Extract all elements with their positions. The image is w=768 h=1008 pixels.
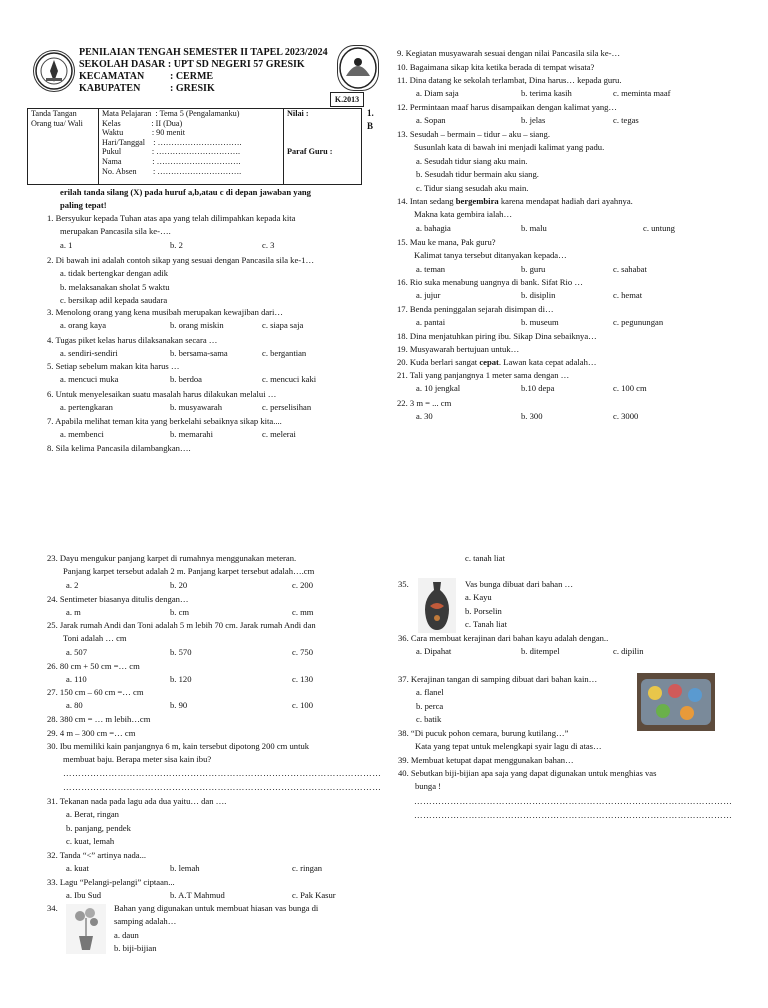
kecamatan-value: : CERME xyxy=(170,71,214,82)
answer-option: a. 80 xyxy=(66,700,83,711)
answer-option: c. 100 cm xyxy=(613,383,647,394)
answer-option: a. jujur xyxy=(416,290,441,301)
answer-option: c. tegas xyxy=(613,115,639,126)
answer-option: a. Kayu xyxy=(465,592,492,603)
question-text: 20. Kuda berlari sangat cepat. Lawan kata cepat adalah… xyxy=(397,357,597,367)
side-number: 1. xyxy=(367,108,374,118)
question-text: 7. Apabila melihat teman kita yang berkelahi sebaiknya sikap kita.... xyxy=(47,416,282,426)
answer-option: a. 10 jengkal xyxy=(416,383,461,394)
question-text: 32. Tanda “<” artinya nada... xyxy=(47,850,147,860)
answer-option: b. malu xyxy=(521,222,547,233)
answer-option: a. teman xyxy=(416,263,446,274)
question-text: Susunlah kata di bawah ini menjadi kalimat yang padu. xyxy=(414,142,605,153)
time-field: Waktu : 90 menit xyxy=(102,128,186,138)
patchwork-craft-image xyxy=(637,673,715,731)
answer-option: c. meminta maaf xyxy=(613,88,671,99)
signature-label-2: Orang tua/ Wali xyxy=(31,118,83,128)
teacher-sign-label: Paraf Guru : xyxy=(287,146,333,156)
answer-option: c. Tanah liat xyxy=(465,619,507,630)
answer-option: c. kuat, lemah xyxy=(66,836,115,847)
question-text: 14. Intan sedang bergembira karena mendapat hadiah dari ayahnya. xyxy=(397,196,633,206)
answer-option: c. 750 xyxy=(292,646,314,657)
question-text: 26. 80 cm + 50 cm =… cm xyxy=(47,661,140,671)
name-field[interactable]: Nama : …………………………. xyxy=(102,156,241,166)
answer-option: a. Ibu Sud xyxy=(66,890,102,901)
answer-option: c. perselisihan xyxy=(262,402,312,413)
answer-option: b. A.T Mahmud xyxy=(170,890,225,901)
answer-option: c. dipilin xyxy=(613,646,644,657)
answer-line: …………………………………………………………………………………………… xyxy=(414,810,733,820)
question-text: 13. Sesudah – bermain – tidur – aku – siang. xyxy=(397,129,550,139)
answer-option: c. bersikap adil kepada saudara xyxy=(60,295,168,306)
question-text: 39. Membuat ketupat dapat menggunakan bahan… xyxy=(398,755,574,765)
hour-field[interactable]: Pukul : …………………………. xyxy=(102,147,241,157)
vase-flower-image xyxy=(66,904,106,954)
question-text: 19. Musyawarah bertujuan untuk… xyxy=(397,344,520,354)
question-text: 18. Dina menjatuhkan piring ibu. Sikap Dina sebaiknya… xyxy=(397,331,597,341)
question-text: 17. Benda peninggalan sejarah disimpan di… xyxy=(397,304,554,314)
answer-option: a. 2 xyxy=(66,579,79,590)
question-text: 23. Dayu mengukur panjang karpet di rumahnya menggunakan meteran. xyxy=(47,553,297,563)
score-label: Nilai : xyxy=(287,109,309,118)
question-text: 37. Kerajinan tangan di samping dibuat dari bahan kain… xyxy=(398,674,598,684)
answer-option: b. 2 xyxy=(170,239,183,250)
answer-option: b. melaksanakan sholat 5 waktu xyxy=(60,281,170,292)
school-emblem-right xyxy=(337,45,379,91)
side-letter: B xyxy=(367,121,374,131)
question-text: 3. Menolong orang yang kena musibah merupakan kewajiban dari… xyxy=(47,307,284,317)
question-text: 36. Cara membuat kerajinan dari bahan kayu adalah dengan.. xyxy=(398,633,609,643)
answer-option: a. 507 xyxy=(66,646,88,657)
question-text: 30. Ibu memiliki kain panjangnya 6 m, kain tersebut dipotong 200 cm untuk xyxy=(47,741,310,751)
question-text: Vas bunga dibuat dari bahan … xyxy=(465,579,574,589)
answer-option: b. Sesudah tidur bermain aku siang. xyxy=(416,169,539,180)
answer-option: c. sahabat xyxy=(613,263,647,274)
kabupaten-label: KABUPATEN xyxy=(79,83,141,94)
question-text: 15. Mau ke mana, Pak guru? xyxy=(397,237,496,247)
answer-option: a. m xyxy=(66,607,81,618)
question-text: 24. Sentimeter biasanya ditulis dengan… xyxy=(47,594,189,604)
question-text: Makna kata gembira ialah… xyxy=(414,209,513,220)
question-text: 27. 150 cm – 60 cm =… cm xyxy=(47,687,144,697)
answer-option: a. bahagia xyxy=(416,222,451,233)
question-text: 5. Setiap sebelum makan kita harus … xyxy=(47,361,180,371)
answer-option: b. disiplin xyxy=(521,290,556,301)
answer-option: b.10 depa xyxy=(521,383,555,394)
school-emblem-left xyxy=(33,50,75,92)
question-text: 9. Kegiatan musyawarah sesuai dengan nilai Pancasila sila ke-… xyxy=(397,48,621,58)
class-field: Kelas : II (Dua) xyxy=(102,118,183,128)
answer-option: b. berdoa xyxy=(170,374,202,385)
answer-option: a. Sopan xyxy=(416,115,446,126)
question-text: 38. “Di pucuk pohon cemara, burung kutilang…” xyxy=(398,728,569,738)
answer-option: b. guru xyxy=(521,263,546,274)
question-text: Kata yang tepat untuk melengkapi syair lagu di atas… xyxy=(415,741,602,752)
answer-option: b. museum xyxy=(521,317,559,328)
answer-option: c. untung xyxy=(643,222,675,233)
question-text: Kalimat tanya tersebut ditanyakan kepada… xyxy=(414,250,567,261)
question-text: 28. 380 cm = … m lebih…cm xyxy=(47,714,151,724)
answer-option: c. 130 xyxy=(292,674,314,685)
question-text: 10. Bagaimana sikap kita ketika berada di tempat wisata? xyxy=(397,62,595,72)
answer-option: b. jelas xyxy=(521,115,546,126)
answer-option: b. 90 xyxy=(170,700,188,711)
answer-option: c. mm xyxy=(292,607,314,618)
question-text: 12. Permintaan maaf harus disampaikan dengan kalimat yang… xyxy=(397,102,618,112)
subject-field: Mata Pelajaran : Tema 5 (Pengalamanku) xyxy=(102,109,240,118)
answer-option: b. musyawarah xyxy=(170,402,223,413)
question-text: 1. Bersyukur kepada Tuhan atas apa yang telah dilimpahkan kepada kita xyxy=(47,213,296,223)
answer-option: c. pegunungan xyxy=(613,317,664,328)
student-info-table xyxy=(27,108,362,185)
answer-option: b. 120 xyxy=(170,674,192,685)
answer-option: a. sendiri-sendiri xyxy=(60,348,118,359)
question-text: membuat baju. Berapa meter sisa kain ibu? xyxy=(63,754,212,765)
answer-option: a. kuat xyxy=(66,863,89,874)
answer-option: a. mencuci muka xyxy=(60,374,119,385)
answer-option: a. membenci xyxy=(60,429,104,440)
answer-option: a. 30 xyxy=(416,411,433,422)
answer-line: …………………………………………………………………………………………… xyxy=(63,782,382,792)
answer-option: a. Berat, ringan xyxy=(66,809,119,820)
answer-option: c. 100 xyxy=(292,700,314,711)
kabupaten-value: : GRESIK xyxy=(170,83,215,94)
answer-option: c. melerai xyxy=(262,429,296,440)
question-text: merupakan Pancasila sila ke-…. xyxy=(60,226,171,237)
answer-option: a. tidak bertengkar dengan adik xyxy=(60,268,169,279)
question-text: 29. 4 m – 300 cm =… cm xyxy=(47,728,136,738)
question-text: 2. Di bawah ini adalah contoh sikap yang sesuai dengan Pancasila sila ke-1… xyxy=(47,255,315,265)
question-text: 16. Rio suka menabung uangnya di bank. Sifat Rio … xyxy=(397,277,583,287)
instruction-line-2: paling tepat! xyxy=(60,200,107,210)
answer-option: b. terima kasih xyxy=(521,88,572,99)
answer-option: b. panjang, pendek xyxy=(66,822,131,833)
answer-option: c. batik xyxy=(416,714,442,725)
question-text: samping adalah… xyxy=(114,916,177,927)
question-text: 21. Tali yang panjangnya 1 meter sama dengan … xyxy=(397,370,570,380)
answer-option: b. 20 xyxy=(170,579,188,590)
question-text: 40. Sebutkan biji-bijian apa saja yang dapat digunakan untuk menghias vas xyxy=(398,768,657,778)
answer-option: a. pertengkaran xyxy=(60,402,113,413)
exam-title: PENILAIAN TENGAH SEMESTER II TAPEL 2023/2024 xyxy=(79,47,328,58)
answer-option: c. 3000 xyxy=(613,411,639,422)
answer-option: a. Dipahat xyxy=(416,646,452,657)
answer-option: c. 3 xyxy=(262,239,275,250)
answer-option: c. ringan xyxy=(292,863,323,874)
absent-number-field[interactable]: No. Absen : …………………………. xyxy=(102,166,242,176)
school-name: SEKOLAH DASAR : UPT SD NEGERI 57 GRESIK xyxy=(79,59,305,70)
answer-option: b. memarahi xyxy=(170,429,213,440)
answer-line: …………………………………………………………………………………………… xyxy=(414,796,733,806)
date-field[interactable]: Hari/Tanggal : …………………………. xyxy=(102,137,242,147)
answer-option: b. Porselin xyxy=(465,605,502,616)
curriculum-badge: K.2013 xyxy=(330,92,364,107)
question-text: Toni adalah … cm xyxy=(63,633,127,644)
question-text: 34. xyxy=(47,903,58,913)
answer-option: b. orang miskin xyxy=(170,320,224,331)
answer-option: c. mencuci kaki xyxy=(262,374,317,385)
answer-option: c. Tidur siang sesudah aku main. xyxy=(416,182,529,193)
answer-option: a. orang kaya xyxy=(60,320,107,331)
answer-option: c. bergantian xyxy=(262,348,307,359)
question-text: 25. Jarak rumah Andi dan Toni adalah 5 m lebih 70 cm. Jarak rumah Andi dan xyxy=(47,620,316,630)
question-text: Panjang karpet tersebut adalah 2 m. Panjang karpet tersebut adalah….cm xyxy=(63,566,315,577)
answer-option: a. 110 xyxy=(66,674,87,685)
question-text: bunga ! xyxy=(415,781,442,792)
question-text: Bahan yang digunakan untuk membuat hiasan vas bunga di xyxy=(114,903,319,913)
answer-option: b. lemah xyxy=(170,863,200,874)
instruction-line-1: erilah tanda silang (X) pada huruf a,b,atau c di depan jawaban yang xyxy=(60,187,311,197)
answer-line: …………………………………………………………………………………………… xyxy=(63,768,382,778)
answer-option: b. 300 xyxy=(521,411,543,422)
question-text: 8. Sila kelima Pancasila dilambangkan…. xyxy=(47,443,191,453)
answer-option: b. bersama-sama xyxy=(170,348,228,359)
answer-option: a. daun xyxy=(114,929,139,940)
question-text: 6. Untuk menyelesaikan suatu masalah harus dilakukan melalui … xyxy=(47,389,277,399)
answer-option: a. 1 xyxy=(60,239,73,250)
answer-option: a. Sesudah tidur siang aku main. xyxy=(416,155,528,166)
clay-vase-image xyxy=(418,578,456,633)
answer-option: c. Pak Kasur xyxy=(292,890,336,901)
kecamatan-label: KECAMATAN xyxy=(79,71,145,82)
answer-option: b. perca xyxy=(416,700,444,711)
question-text: 4. Tugas piket kelas harus dilaksanakan secara … xyxy=(47,335,218,345)
answer-option: c. hemat xyxy=(613,290,643,301)
signature-label: Tanda Tangan xyxy=(31,109,77,118)
question-text: 22. 3 m = ... cm xyxy=(397,398,452,408)
answer-option: b. biji-bijian xyxy=(114,943,157,954)
question-text: 35. xyxy=(398,579,409,589)
question-text: 33. Lagu “Pelangi-pelangi” ciptaan... xyxy=(47,877,175,887)
answer-option: a. flanel xyxy=(416,687,444,698)
question-text: 11. Dina datang ke sekolah terlambat, Dina harus… kepada guru. xyxy=(397,75,622,85)
answer-option: a. Diam saja xyxy=(416,88,459,99)
question-text: c. tanah liat xyxy=(465,553,505,563)
answer-option: b. 570 xyxy=(170,646,192,657)
answer-option: c. 200 xyxy=(292,579,314,590)
answer-option: c. siapa saja xyxy=(262,320,304,331)
answer-option: b. cm xyxy=(170,607,190,618)
question-text: 31. Tekanan nada pada lagu ada dua yaitu… dan …. xyxy=(47,796,227,806)
answer-option: a. pantai xyxy=(416,317,446,328)
answer-option: b. ditempel xyxy=(521,646,560,657)
